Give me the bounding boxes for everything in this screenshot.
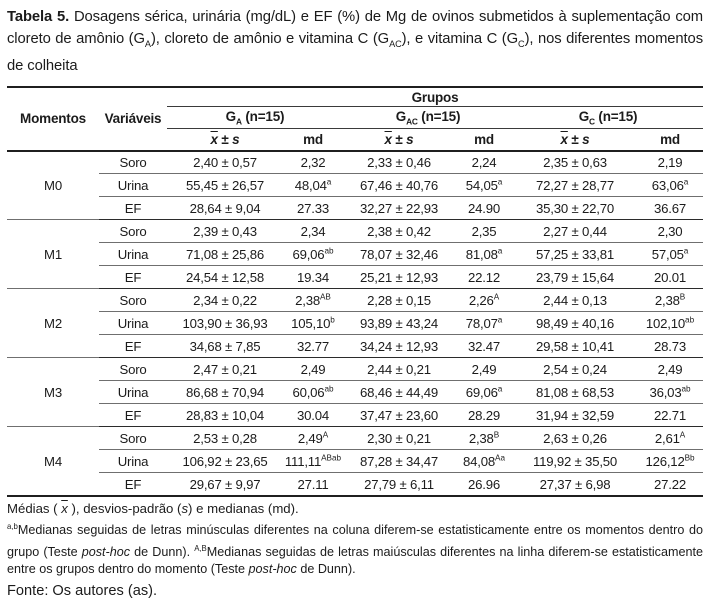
median-cell: 2,49 xyxy=(455,358,513,381)
median-cell: 2,35 xyxy=(455,220,513,243)
mean-sd-cell: 37,47 ± 23,60 xyxy=(343,404,455,427)
header-median: md xyxy=(455,129,513,151)
median-cell: 28.73 xyxy=(637,335,703,358)
source-note: Fonte: Os autores (as). xyxy=(7,582,158,599)
table-row xyxy=(7,427,703,450)
variavel-label: Soro xyxy=(99,220,167,243)
header-group-gc: $G_C$ (n=15) xyxy=(513,107,703,129)
mean-sd-cell: 29,67 ± 9,97 xyxy=(167,473,283,496)
mean-sd-cell: 25,21 ± 12,93 xyxy=(343,266,455,289)
variavel-label: Urina xyxy=(99,243,167,266)
median-cell: 28.29 xyxy=(455,404,513,427)
mean-sd-cell: 81,08 ± 68,53 xyxy=(513,381,637,404)
mean-sd-cell: 67,46 ± 40,76 xyxy=(343,174,455,197)
table-row xyxy=(7,174,703,197)
median-cell: 2,19 xyxy=(637,151,703,174)
table-row xyxy=(7,243,703,266)
median-cell: $84,08^{Aa}$ xyxy=(455,450,513,473)
median-cell: 27.22 xyxy=(637,473,703,496)
median-cell: $2,38^B$ xyxy=(637,289,703,312)
table-row xyxy=(7,381,703,404)
mean-sd-cell: 29,58 ± 10,41 xyxy=(513,335,637,358)
variavel-label: Soro xyxy=(99,289,167,312)
header-momentos: Momentos xyxy=(7,87,99,151)
median-cell: 27.11 xyxy=(283,473,343,496)
variavel-label: EF xyxy=(99,404,167,427)
mean-sd-cell: 2,44 ± 0,21 xyxy=(343,358,455,381)
median-cell: $2,26^A$ xyxy=(455,289,513,312)
header-row-grupos xyxy=(7,87,703,107)
variavel-label: Urina xyxy=(99,312,167,335)
momento-label: M3 xyxy=(7,358,99,427)
mean-sd-cell: 2,27 ± 0,44 xyxy=(513,220,637,243)
mean-sd-cell: 2,33 ± 0,46 xyxy=(343,151,455,174)
table-row xyxy=(7,266,703,289)
median-cell: $2,49^A$ xyxy=(283,427,343,450)
mean-sd-cell: 34,24 ± 12,93 xyxy=(343,335,455,358)
momento-label: M2 xyxy=(7,289,99,358)
mean-sd-cell: 103,90 ± 36,93 xyxy=(167,312,283,335)
mean-sd-cell: 55,45 ± 26,57 xyxy=(167,174,283,197)
median-cell: 78,07$^a$ xyxy=(455,312,513,335)
median-cell: 2,34 xyxy=(283,220,343,243)
table-caption: Tabela 5. Dosagens sérica, urinária (mg/dL) e EF (%) de Mg de ovinos submetidos à suplementação com cloreto de amônio $(G_A)$, cloreto de amônio e vitamina C $(G_{AC})$, e vitamina C $(G_C)$, nos diferentes momentos de colheita xyxy=(7,9,703,74)
median-cell: 32.47 xyxy=(455,335,513,358)
median-cell: 24.90 xyxy=(455,197,513,220)
header-median: md xyxy=(637,129,703,151)
mean-sd-cell: 119,92 ± 35,50 xyxy=(513,450,637,473)
variavel-label: EF xyxy=(99,197,167,220)
variavel-label: Soro xyxy=(99,151,167,174)
mean-sd-cell: 2,47 ± 0,21 xyxy=(167,358,283,381)
mean-sd-cell: 28,83 ± 10,04 xyxy=(167,404,283,427)
mean-sd-cell: 2,44 ± 0,13 xyxy=(513,289,637,312)
mean-sd-cell: 57,25 ± 33,81 xyxy=(513,243,637,266)
median-cell: 81,08$^a$ xyxy=(455,243,513,266)
median-cell: $2,38^B$ xyxy=(455,427,513,450)
median-cell: $126,12^{Bb}$ xyxy=(637,450,703,473)
mean-sd-cell: 34,68 ± 7,85 xyxy=(167,335,283,358)
header-mean-sd: $\overline{x} \pm s$ xyxy=(343,129,455,151)
median-cell: 60,06$^{ab}$ xyxy=(283,381,343,404)
mean-sd-cell: 72,27 ± 28,77 xyxy=(513,174,637,197)
table-row xyxy=(7,312,703,335)
mean-sd-cell: 2,38 ± 0,42 xyxy=(343,220,455,243)
median-cell: $111,11^{ABab}$ xyxy=(283,450,343,473)
momento-label: M0 xyxy=(7,151,99,220)
median-cell: 36,03$^{ab}$ xyxy=(637,381,703,404)
median-cell: 27.33 xyxy=(283,197,343,220)
median-cell: 22.12 xyxy=(455,266,513,289)
median-cell: 69,06$^a$ xyxy=(455,381,513,404)
median-cell: 20.01 xyxy=(637,266,703,289)
variavel-label: Urina xyxy=(99,450,167,473)
momento-label: M4 xyxy=(7,427,99,496)
variavel-label: Soro xyxy=(99,358,167,381)
table-row xyxy=(7,289,703,312)
mean-sd-cell: 2,34 ± 0,22 xyxy=(167,289,283,312)
mean-sd-cell: 2,28 ± 0,15 xyxy=(343,289,455,312)
median-cell: 19.34 xyxy=(283,266,343,289)
header-mean-sd: $\overline{x} \pm s$ xyxy=(167,129,283,151)
table-row xyxy=(7,358,703,381)
mean-sd-cell: 2,53 ± 0,28 xyxy=(167,427,283,450)
median-cell: 30.04 xyxy=(283,404,343,427)
header-group-gac: $G_{AC}$ (n=15) xyxy=(343,107,513,129)
header-grupos: Grupos xyxy=(167,87,703,107)
median-cell: 2,24 xyxy=(455,151,513,174)
mean-sd-cell: 87,28 ± 34,47 xyxy=(343,450,455,473)
median-cell: 69,06$^{ab}$ xyxy=(283,243,343,266)
median-cell: $2,61^A$ xyxy=(637,427,703,450)
mean-sd-cell: 78,07 ± 32,46 xyxy=(343,243,455,266)
header-mean-sd: $\overline{x} \pm s$ xyxy=(513,129,637,151)
table-row xyxy=(7,151,703,174)
footnote-statistics: $^{a,b}$Medianas seguidas de letras minúsculas diferentes na coluna diferem-se estatisticamente entre os momentos dentro do grupo (Teste post-hoc de Dunn). $^{A,B}$Medianas seguidas de letras maiúsculas diferentes na linha diferem-se estatisticamente entre os grupos dentro do momento (Teste post-hoc de Dunn). xyxy=(7,521,703,577)
mean-sd-cell: 27,37 ± 6,98 xyxy=(513,473,637,496)
mean-sd-cell: 27,79 ± 6,11 xyxy=(343,473,455,496)
median-cell: 22.71 xyxy=(637,404,703,427)
mean-sd-cell: 35,30 ± 22,70 xyxy=(513,197,637,220)
mean-sd-cell: 31,94 ± 32,59 xyxy=(513,404,637,427)
median-cell: 36.67 xyxy=(637,197,703,220)
mean-sd-cell: 2,54 ± 0,24 xyxy=(513,358,637,381)
mean-sd-cell: 86,68 ± 70,94 xyxy=(167,381,283,404)
median-cell: 2,49 xyxy=(283,358,343,381)
header-variaveis: Variáveis xyxy=(99,87,167,151)
variavel-label: Urina xyxy=(99,381,167,404)
mean-sd-cell: 2,35 ± 0,63 xyxy=(513,151,637,174)
median-cell: 2,30 xyxy=(637,220,703,243)
median-cell: 54,05$^a$ xyxy=(455,174,513,197)
median-cell: 2,49 xyxy=(637,358,703,381)
median-cell: 2,32 xyxy=(283,151,343,174)
median-cell: 102,10$^{ab}$ xyxy=(637,312,703,335)
median-cell: 63,06$^a$ xyxy=(637,174,703,197)
variavel-label: Soro xyxy=(99,427,167,450)
median-cell: 48,04$^a$ xyxy=(283,174,343,197)
variavel-label: Urina xyxy=(99,174,167,197)
mean-sd-cell: 93,89 ± 43,24 xyxy=(343,312,455,335)
table-row xyxy=(7,335,703,358)
mean-sd-cell: 24,54 ± 12,58 xyxy=(167,266,283,289)
variavel-label: EF xyxy=(99,266,167,289)
mean-sd-cell: 68,46 ± 44,49 xyxy=(343,381,455,404)
mean-sd-cell: 2,63 ± 0,26 xyxy=(513,427,637,450)
footnote-legend: Médias ( $\overline{x}$ ), desvios-padrão (s) e medianas (md). xyxy=(7,500,299,516)
table-row xyxy=(7,220,703,243)
median-cell: 26.96 xyxy=(455,473,513,496)
mean-sd-cell: 23,79 ± 15,64 xyxy=(513,266,637,289)
mean-sd-cell: 32,27 ± 22,93 xyxy=(343,197,455,220)
mean-sd-cell: 28,64 ± 9,04 xyxy=(167,197,283,220)
mean-sd-cell: 2,39 ± 0,43 xyxy=(167,220,283,243)
table-row xyxy=(7,473,703,496)
mean-sd-cell: 2,40 ± 0,57 xyxy=(167,151,283,174)
variavel-label: EF xyxy=(99,473,167,496)
table-row xyxy=(7,450,703,473)
mean-sd-cell: 106,92 ± 23,65 xyxy=(167,450,283,473)
header-median: md xyxy=(283,129,343,151)
mean-sd-cell: 71,08 ± 25,86 xyxy=(167,243,283,266)
momento-label: M1 xyxy=(7,220,99,289)
table-row xyxy=(7,404,703,427)
results-table xyxy=(7,86,703,497)
mean-sd-cell: 98,49 ± 40,16 xyxy=(513,312,637,335)
median-cell: $2,38^{AB}$ xyxy=(283,289,343,312)
header-group-ga: $G_A$ (n=15) xyxy=(167,107,343,129)
mean-sd-cell: 2,30 ± 0,21 xyxy=(343,427,455,450)
table-row xyxy=(7,197,703,220)
median-cell: 32.77 xyxy=(283,335,343,358)
table-body xyxy=(7,151,703,496)
variavel-label: EF xyxy=(99,335,167,358)
median-cell: 57,05$^a$ xyxy=(637,243,703,266)
median-cell: 105,10$^b$ xyxy=(283,312,343,335)
